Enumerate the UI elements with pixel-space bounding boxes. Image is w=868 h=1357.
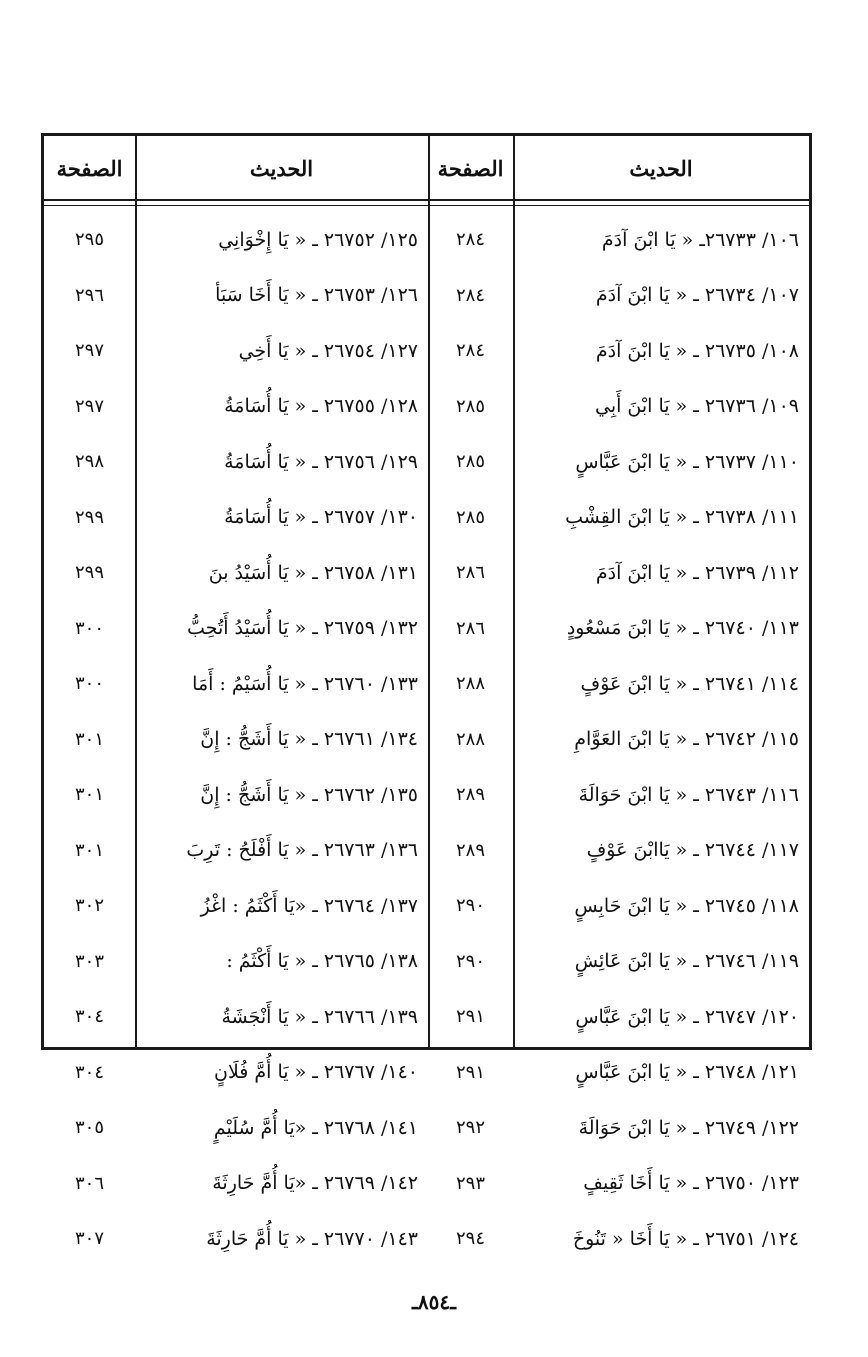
- hadith-entry-left: ١٣٣/ ٢٦٧٦٠ ـ « يَا أُسَيْمُ : أَمَا: [192, 672, 418, 695]
- page-number-right: ٢٩١: [456, 1006, 486, 1027]
- page-number-left: ٣٠١: [75, 839, 105, 861]
- table-row: [44, 823, 809, 878]
- page-number-right: ٢٨٤: [456, 284, 486, 306]
- hadith-entry-right: ١١٠/ ٢٦٧٣٧ ـ « يَا ابْنَ عَبَّاسٍ: [575, 450, 799, 473]
- page-number-right: ٢٨٦: [456, 562, 486, 583]
- hadith-entry-right: ١١٦/ ٢٦٧٤٣ ـ « يَا ابْنَ حَوَالَةَ: [578, 783, 799, 806]
- hadith-entry-left: ١٤٢/ ٢٦٧٦٩ ـ «يَا أُمَّ حَارِثَةَ: [212, 1172, 418, 1194]
- page-number-right: ٢٨٩: [456, 784, 486, 805]
- page-number-left: ٢٩٧: [75, 340, 105, 361]
- header-hadith-right: الحديث: [629, 155, 693, 181]
- page-number-right: ٢٨٨: [456, 673, 486, 694]
- page-number-right: ٢٨٤: [456, 340, 486, 361]
- table-row: [44, 490, 809, 545]
- page-number-left: ٣٠٠: [75, 673, 105, 694]
- hadith-entry-left: ١٢٩/ ٢٦٧٥٦ ـ « يَا أُسَامَةُ: [224, 450, 418, 473]
- hadith-entry-left: ١٣١/ ٢٦٧٥٨ ـ « يَا أُسَيْدُ بنَ: [208, 561, 418, 584]
- page-number-right: ٢٨٤: [456, 229, 486, 250]
- table-row: [44, 601, 809, 656]
- hadith-entry-right: ١١٢/ ٢٦٧٣٩ ـ « يَا ابْنَ آدَمَ: [595, 561, 799, 584]
- page-number-right: ٢٩٠: [456, 895, 486, 916]
- page-number-left: ٢٩٩: [75, 506, 105, 528]
- page-number-right: ٢٩٠: [456, 950, 486, 972]
- hadith-entry-left: ١٤٠/ ٢٦٧٦٧ ـ « يَا أُمَّ فُلَانٍ: [214, 1061, 418, 1083]
- table-row: [44, 1100, 809, 1155]
- page-number-right: ٢٩٤: [456, 1228, 486, 1249]
- hadith-entry-right: ١١٣/ ٢٦٧٤٠ ـ « يَا ابْنَ مَسْعُودٍ: [566, 617, 799, 639]
- header-divider: [44, 205, 809, 206]
- table-row: [44, 212, 809, 267]
- hadith-entry-left: ١٢٥/ ٢٦٧٥٢ ـ « يَا إِخْوَانِي: [218, 228, 418, 251]
- table-row: [44, 323, 809, 378]
- page-number-right: ٢٨٦: [456, 617, 486, 639]
- hadith-entry-left: ١٢٦/ ٢٦٧٥٣ ـ « يَا أَخَا سَبَأ: [215, 284, 418, 306]
- page-number-left: ٢٩٥: [75, 229, 105, 250]
- page-number-right: ٢٨٥: [456, 451, 486, 472]
- hadith-entry-left: ١٣٧/ ٢٦٧٦٤ ـ «يَا أَكْثَمُ : اغْزُ: [200, 894, 418, 917]
- hadith-entry-left: ١٤٣/ ٢٦٧٧٠ ـ « يَا أُمَّ حَارِثَةَ: [206, 1227, 418, 1250]
- hadith-entry-left: ١٢٧/ ٢٦٧٥٤ ـ « يَا أَخِي: [238, 339, 418, 362]
- hadith-entry-right: ١٠٨/ ٢٦٧٣٥ ـ « يَا ابْنَ آدَمَ: [595, 339, 799, 362]
- hadith-entry-left: ١٤١/ ٢٦٧٦٨ ـ «يَا أُمَّ سُلَيْمٍ: [213, 1116, 418, 1139]
- header-page-right: الصفحة: [437, 155, 504, 181]
- hadith-entry-right: ١١٧/ ٢٦٧٤٤ ـ « يَاابْنَ عَوْفٍ: [586, 839, 799, 861]
- header-divider: [44, 199, 809, 201]
- page-number-left: ٢٩٩: [75, 562, 105, 583]
- page-number-right: ٢٨٨: [456, 728, 486, 750]
- hadith-entry-right: ١٢١/ ٢٦٧٤٨ ـ « يَا ابْنَ عَبَّاسٍ: [575, 1061, 799, 1083]
- page-number-left: ٣٠٧: [75, 1228, 105, 1249]
- page-number-left: ٣٠٢: [75, 895, 105, 916]
- table-row: [44, 1211, 809, 1266]
- page-number-right: ٢٩١: [456, 1061, 486, 1083]
- page-number-right: ٢٨٥: [456, 506, 486, 528]
- hadith-entry-right: ١١٥/ ٢٦٧٤٢ ـ « يَا ابْنَ العَوَّامِ: [574, 728, 799, 750]
- table-row: [44, 712, 809, 767]
- hadith-entry-left: ١٣٩/ ٢٦٧٦٦ ـ « يَا أَنْجَشَةُ: [221, 1005, 418, 1028]
- page-number-left: ٣٠٦: [75, 1172, 105, 1194]
- hadith-entry-right: ١٠٩/ ٢٦٧٣٦ ـ « يَا ابْنَ أَبِي: [594, 395, 799, 417]
- page-number-left: ٣٠٤: [75, 1006, 105, 1027]
- header-page-left: الصفحة: [56, 155, 123, 181]
- hadith-entry-right: ١٢٣/ ٢٦٧٥٠ ـ « يَا أَخَا ثَقِيفٍ: [583, 1172, 799, 1194]
- table-row: [44, 1045, 809, 1100]
- hadith-entry-right: ١٠٧/ ٢٦٧٣٤ ـ « يَا ابْنَ آدَمَ: [595, 284, 799, 306]
- table-row: [44, 545, 809, 600]
- hadith-entry-left: ١٣٦/ ٢٦٧٦٣ ـ « يَا أَفْلَحُ : تَرِبَ: [186, 839, 418, 861]
- table-row: [44, 379, 809, 434]
- table-row: [44, 767, 809, 822]
- hadith-entry-left: ١٣٤/ ٢٦٧٦١ ـ « يَا أَشَجُّ : إِنَّ: [200, 728, 418, 750]
- page-number-right: ٢٨٩: [456, 839, 486, 861]
- hadith-entry-left: ١٣٥/ ٢٦٧٦٢ ـ « يَا أَشَجُّ : إِنَّ: [200, 783, 418, 806]
- page-number-right: ٢٩٣: [456, 1172, 486, 1194]
- page-number-left: ٢٩٦: [75, 284, 105, 306]
- hadith-entry-right: ١١٩/ ٢٦٧٤٦ ـ « يَا ابْنَ عَائِشٍ: [574, 950, 799, 972]
- table-row: [44, 268, 809, 323]
- page-number-left: ٢٩٨: [75, 451, 105, 472]
- hadith-entry-left: ١٣٠/ ٢٦٧٥٧ ـ « يَا أُسَامَةُ: [224, 506, 418, 528]
- hadith-entry-right: ١١٤/ ٢٦٧٤١ ـ « يَا ابْنَ عَوْفٍ: [580, 672, 799, 695]
- table-row: [44, 989, 809, 1044]
- page-number-right: ٢٩٢: [456, 1117, 486, 1138]
- hadith-entry-right: ١٢٢/ ٢٦٧٤٩ ـ « يَا ابْنَ حَوَالَةَ: [578, 1116, 799, 1139]
- hadith-entry-left: ١٣٨/ ٢٦٧٦٥ ـ « يَا أَكْثَمُ :: [226, 950, 418, 972]
- hadith-entry-left: ١٢٨/ ٢٦٧٥٥ ـ « يَا أُسَامَةُ: [224, 395, 418, 417]
- hadith-entry-left: ١٣٢/ ٢٦٧٥٩ ـ « يَا أُسَيْدُ أَتُحِبُّ: [187, 617, 418, 639]
- page-number-left: ٣٠٠: [75, 617, 105, 639]
- page-number-right: ٢٨٥: [456, 395, 486, 417]
- table-row: [44, 878, 809, 933]
- hadith-entry-right: ١٢٠/ ٢٦٧٤٧ ـ « يَا ابْنَ عَبَّاسٍ: [575, 1005, 799, 1028]
- hadith-entry-right: ١١٨/ ٢٦٧٤٥ ـ « يَا ابْنَ حَابِسٍ: [574, 894, 799, 917]
- page-number-left: ٢٩٧: [75, 395, 105, 417]
- table-row: [44, 434, 809, 489]
- table-row: [44, 656, 809, 711]
- page-number-left: ٣٠٣: [75, 950, 105, 972]
- table-row: [44, 934, 809, 989]
- table-row: [44, 1156, 809, 1211]
- page-number-left: ٣٠١: [75, 784, 105, 805]
- hadith-entry-right: ١٠٦/ ٢٦٧٣٣ـ « يَا ابْنَ آدَمَ: [601, 228, 799, 251]
- page-number: ـ٨٥٤ـ: [412, 1290, 456, 1314]
- hadith-entry-right: ١١١/ ٢٦٧٣٨ ـ « يَا ابْنَ القِشْبِ: [565, 506, 799, 528]
- page-number-left: ٣٠٤: [75, 1061, 105, 1083]
- hadith-index-table: [41, 133, 812, 1250]
- header-hadith-left: الحديث: [249, 155, 314, 181]
- page-number-left: ٣٠٥: [75, 1117, 105, 1138]
- hadith-entry-right: ١٢٤/ ٢٦٧٥١ ـ « يَا أَخَا « تَنُوخَ: [572, 1227, 799, 1250]
- page-number-left: ٣٠١: [75, 728, 105, 750]
